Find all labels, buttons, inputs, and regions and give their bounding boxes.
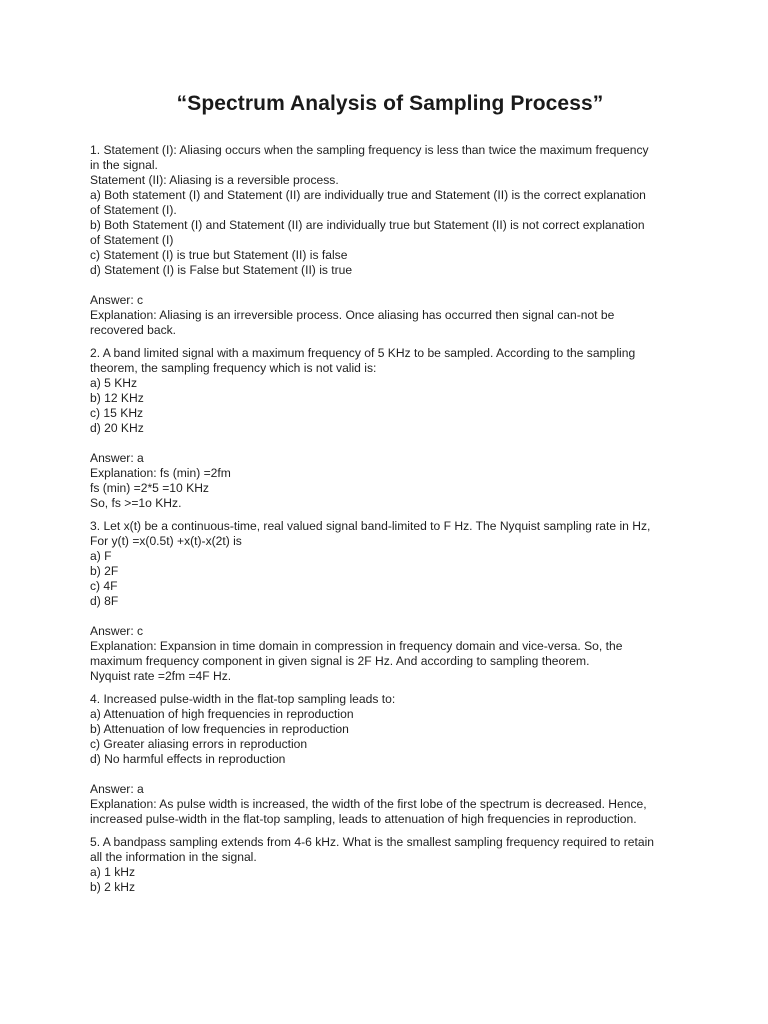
text-line: theorem, the sampling frequency which is not valid is: bbox=[90, 361, 377, 375]
question-block bbox=[90, 519, 690, 609]
document-body bbox=[90, 143, 690, 895]
text-line: c) Greater aliasing errors in reproduction bbox=[90, 737, 308, 751]
text-line: d) 20 KHz bbox=[90, 421, 144, 435]
text-line: a) 1 kHz bbox=[90, 865, 136, 879]
text-line: Explanation: Expansion in time domain in compression in frequency domain and vice-versa. So, the bbox=[90, 639, 623, 653]
answer-block bbox=[90, 782, 690, 827]
text-line: d) No harmful effects in reproduction bbox=[90, 752, 286, 766]
text-line: Answer: c bbox=[90, 624, 144, 638]
paragraph-spacer bbox=[90, 609, 690, 624]
text-line: So, fs >=1o KHz. bbox=[90, 496, 182, 510]
paragraph-spacer bbox=[90, 827, 690, 835]
question-block bbox=[90, 346, 690, 436]
text-line: a) F bbox=[90, 549, 112, 563]
paragraph-spacer bbox=[90, 436, 690, 451]
text-line: of Statement (I) bbox=[90, 233, 174, 247]
text-line: increased pulse-width in the flat-top sampling, leads to attenuation of high frequencies in reproduction. bbox=[90, 812, 637, 826]
text-line: Explanation: Aliasing is an irreversible process. Once aliasing has occurred then signal can-not be bbox=[90, 308, 615, 322]
paragraph-spacer bbox=[90, 278, 690, 293]
text-line: all the information in the signal. bbox=[90, 850, 257, 864]
text-line: b) 12 KHz bbox=[90, 391, 144, 405]
text-line: b) 2F bbox=[90, 564, 119, 578]
text-line: 5. A bandpass sampling extends from 4-6 kHz. What is the smallest sampling frequency required to retain bbox=[90, 835, 654, 849]
text-line: of Statement (I). bbox=[90, 203, 177, 217]
text-line: 1. Statement (I): Aliasing occurs when the sampling frequency is less than twice the maximum frequency bbox=[90, 143, 649, 157]
answer-block bbox=[90, 624, 690, 684]
text-line: a) Attenuation of high frequencies in reproduction bbox=[90, 707, 354, 721]
page-title: “Spectrum Analysis of Sampling Process” bbox=[176, 92, 604, 115]
text-line: 2. A band limited signal with a maximum frequency of 5 KHz to be sampled. According to the sampling bbox=[90, 346, 636, 360]
document-page bbox=[90, 0, 690, 1024]
text-line: maximum frequency component in given signal is 2F Hz. And according to sampling theorem. bbox=[90, 654, 590, 668]
text-line: Answer: c bbox=[90, 293, 144, 307]
paragraph-spacer bbox=[90, 767, 690, 782]
text-line: c) 4F bbox=[90, 579, 118, 593]
answer-block bbox=[90, 293, 690, 338]
text-line: a) Both statement (I) and Statement (II) are individually true and Statement (II) is the correct explanation bbox=[90, 188, 646, 202]
text-line: in the signal. bbox=[90, 158, 158, 172]
text-line: d) Statement (I) is False but Statement (II) is true bbox=[90, 263, 353, 277]
text-line: 4. Increased pulse-width in the flat-top sampling leads to: bbox=[90, 692, 396, 706]
text-line: recovered back. bbox=[90, 323, 177, 337]
text-line: 3. Let x(t) be a continuous-time, real valued signal band-limited to F Hz. The Nyquist sampling rate in Hz, bbox=[90, 519, 651, 533]
text-line: a) 5 KHz bbox=[90, 376, 138, 390]
text-line: fs (min) =2*5 =10 KHz bbox=[90, 481, 209, 495]
text-line: c) Statement (I) is true but Statement (II) is false bbox=[90, 248, 348, 262]
text-line: Explanation: As pulse width is increased, the width of the first lobe of the spectrum is decreased. Hence, bbox=[90, 797, 647, 811]
question-block bbox=[90, 143, 690, 278]
text-line: b) Attenuation of low frequencies in reproduction bbox=[90, 722, 349, 736]
text-line: Answer: a bbox=[90, 451, 144, 465]
paragraph-spacer bbox=[90, 511, 690, 519]
answer-block bbox=[90, 451, 690, 511]
question-block bbox=[90, 692, 690, 767]
text-line: For y(t) =x(0.5t) +x(t)-x(2t) is bbox=[90, 534, 242, 548]
text-line: d) 8F bbox=[90, 594, 119, 608]
text-line: b) 2 kHz bbox=[90, 880, 136, 894]
text-line: c) 15 KHz bbox=[90, 406, 144, 420]
text-line: Nyquist rate =2fm =4F Hz. bbox=[90, 669, 232, 683]
paragraph-spacer bbox=[90, 684, 690, 692]
text-line: Statement (II): Aliasing is a reversible process. bbox=[90, 173, 339, 187]
paragraph-spacer bbox=[90, 338, 690, 346]
text-line: Answer: a bbox=[90, 782, 144, 796]
text-line: Explanation: fs (min) =2fm bbox=[90, 466, 231, 480]
text-line: b) Both Statement (I) and Statement (II) are individually true but Statement (II) is not correct explanation bbox=[90, 218, 645, 232]
question-block bbox=[90, 835, 690, 895]
